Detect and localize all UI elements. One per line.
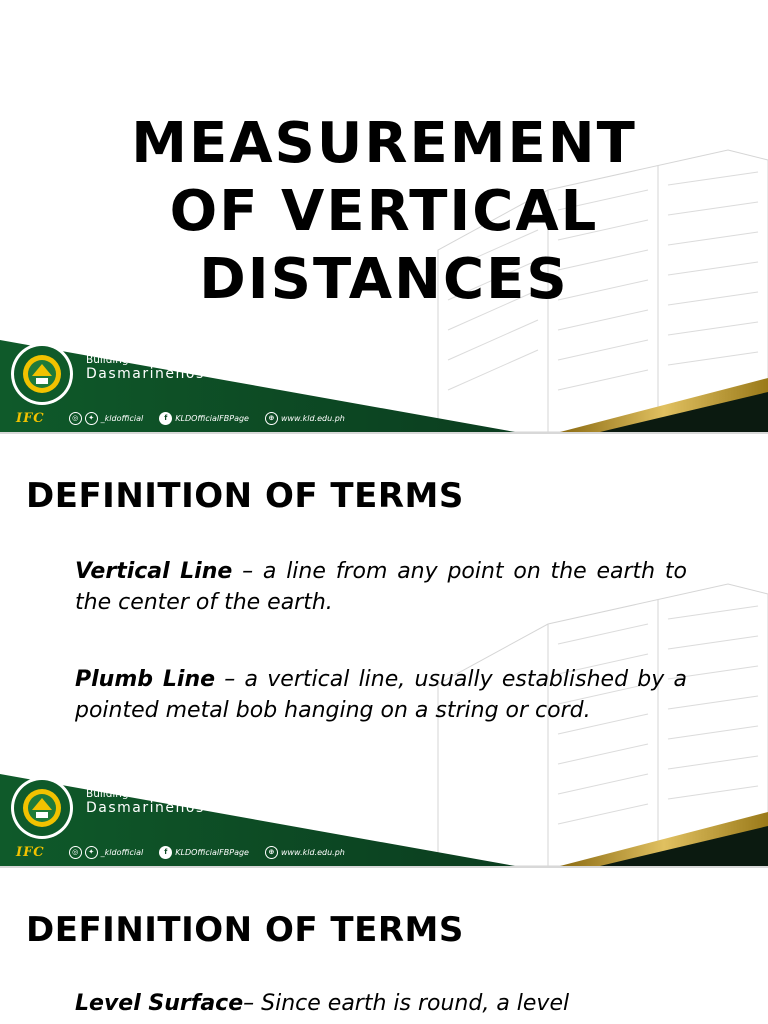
slide-title-text — [0, 110, 768, 314]
definition-term: Vertical Line — [75, 559, 233, 584]
social-handle-group[interactable] — [69, 412, 144, 425]
slide-heading: DEFINITION OF TERMS — [26, 476, 464, 516]
school-seal-icon — [10, 342, 74, 406]
facebook-group[interactable] — [159, 846, 249, 859]
instagram-icon: ◎ — [69, 846, 82, 859]
social-bar — [16, 408, 355, 428]
tagline — [86, 788, 248, 816]
website-link: www.kld.edu.ph — [280, 847, 345, 857]
definition-text: – a vertical line, usually established by a pointed metal bob hanging on a string or cord. — [75, 667, 687, 723]
definition-text: – Since earth is round, a level — [243, 991, 570, 1016]
website-group[interactable] — [265, 846, 345, 859]
globe-icon: ⊕ — [265, 412, 278, 425]
facebook-icon: f — [159, 846, 172, 859]
definition-plumb-line — [75, 664, 687, 726]
social-handle: _kldofficial — [100, 847, 144, 857]
definition-level-surface — [75, 988, 687, 1019]
social-handle: _kldofficial — [100, 413, 144, 423]
definition-vertical-line — [75, 556, 687, 618]
tagline-small: Building the foundation for the — [86, 353, 248, 366]
social-handle-group[interactable] — [69, 846, 144, 859]
ifc-logo: IFC — [16, 844, 45, 860]
slide-heading: DEFINITION OF TERMS — [26, 910, 464, 950]
social-bar — [16, 842, 355, 862]
facebook-page: KLDOfficialFBPage — [175, 847, 249, 857]
school-seal-icon — [10, 776, 74, 840]
tagline-big: Dasmarineños — [86, 799, 205, 816]
title-line: MEASUREMENT — [131, 111, 637, 176]
twitter-icon: ✦ — [85, 846, 98, 859]
website-group[interactable] — [265, 412, 345, 425]
twitter-icon: ✦ — [85, 412, 98, 425]
slide-title — [0, 0, 768, 432]
title-line: OF VERTICAL — [169, 179, 599, 244]
definition-term: Plumb Line — [75, 667, 216, 692]
ifc-logo: IFC — [16, 410, 45, 426]
tagline-small: Building the foundation for the — [86, 787, 248, 800]
globe-icon: ⊕ — [265, 846, 278, 859]
tagline-big: Dasmarineños — [86, 365, 205, 382]
title-line: DISTANCES — [199, 247, 569, 312]
facebook-page: KLDOfficialFBPage — [175, 413, 249, 423]
instagram-icon: ◎ — [69, 412, 82, 425]
definition-term: Level Surface — [75, 991, 244, 1016]
website-link: www.kld.edu.ph — [280, 413, 345, 423]
slide-definitions-1 — [0, 434, 768, 866]
facebook-icon: f — [159, 412, 172, 425]
facebook-group[interactable] — [159, 412, 249, 425]
definition-text: – a line from any point on the earth to the center of the earth. — [75, 559, 687, 615]
tagline — [86, 354, 248, 382]
slide-definitions-2 — [0, 868, 768, 1024]
